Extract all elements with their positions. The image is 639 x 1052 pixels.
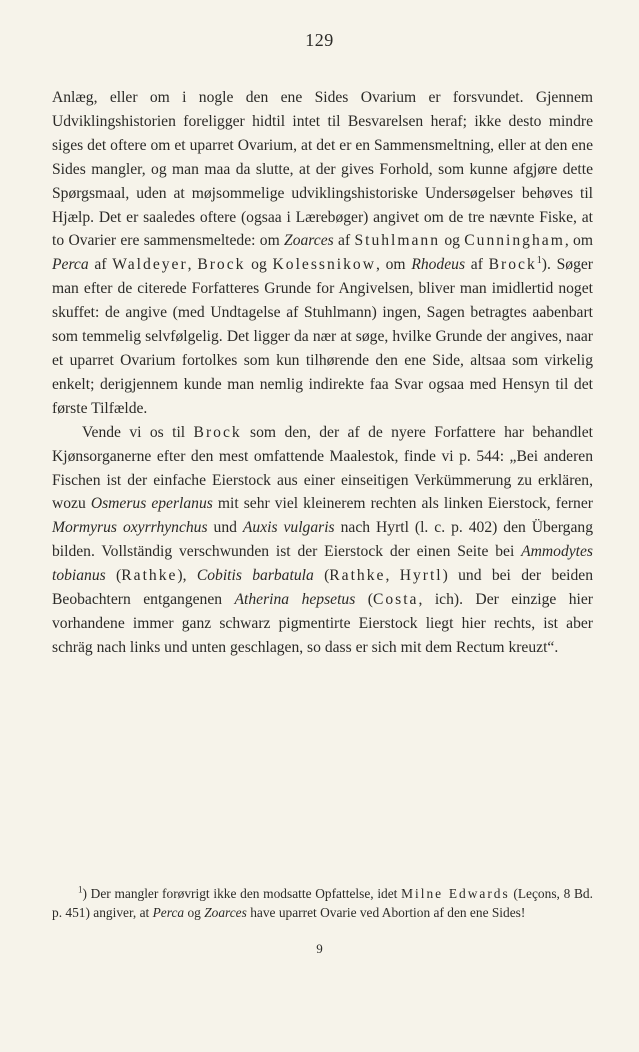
species-name: Cobitis barbatula bbox=[196, 567, 314, 585]
paragraph-2 bbox=[52, 421, 593, 660]
author-name: Cunningham bbox=[464, 232, 565, 250]
species-name: Osmerus eperlanus bbox=[90, 495, 213, 513]
footnote bbox=[52, 884, 593, 922]
author-name: Stuhlmann bbox=[354, 232, 441, 250]
text-run: og bbox=[440, 232, 465, 250]
text-run: nach Hyrtl (l. c. p. 402) den Übergang bilden. Vollständig verschwunden ist der Eierstock der einen Seite bei bbox=[52, 519, 593, 561]
author-name: Waldeyer bbox=[112, 256, 188, 274]
author-name: Costa bbox=[372, 591, 419, 609]
text-run: og bbox=[245, 256, 273, 274]
text-run: ( bbox=[313, 567, 330, 585]
body-text bbox=[52, 86, 593, 660]
text-run: , ich). Der einzige hier vorhandene immer ganz schwarz pigmentirte Eierstock liegt hier rechts, ist aber schräg nach links und unten geschlagen, so dass er sich mit dem Rectum kreuzt“. bbox=[52, 591, 594, 656]
species-name: Zoarces bbox=[284, 232, 334, 250]
signature-mark: 9 bbox=[316, 941, 323, 956]
species-name: Zoarces bbox=[204, 905, 247, 920]
author-name: Milne Edwards bbox=[401, 886, 510, 901]
text-run: , bbox=[187, 256, 198, 274]
author-name: Rathke bbox=[329, 567, 386, 585]
author-name: Brock bbox=[193, 423, 242, 441]
author-name: Rathke bbox=[121, 567, 178, 585]
text-run: ). Søger man efter de citerede Forfatteres Grunde for Angivelsen, bliver man imidlertid noget skuffet: de angive (med Undtagelse af Stuhlmann) ingen, Sagen betragtes aabenbart som temmelig selvfølgelig. Det ligger da nær at søge, hvilke Grunde der angives, naar et uparret Ovarium fortolkes som kun tilhørende den ene Side, altsaa som virkelig enkelt; derigjennem kunde man nemlig indirekte faa Svar ogsaa med Hensyn til det første Tilfælde. bbox=[52, 256, 593, 417]
species-name: Auxis vulgaris bbox=[242, 519, 335, 537]
text-run: ), bbox=[177, 567, 197, 585]
text-run: ) und bei der beiden Beobachtern entgangenen bbox=[52, 567, 594, 609]
species-name: Ammodytes tobianus bbox=[52, 543, 593, 585]
text-run: af bbox=[333, 232, 355, 250]
species-name: Atherina hepsetus bbox=[234, 591, 356, 609]
author-name: Brock bbox=[488, 256, 537, 274]
text-run: ( bbox=[105, 567, 122, 585]
text-run: (Leçons, 8 Bd. p. 451) angiver, at bbox=[52, 886, 593, 920]
footnote-number: 1 bbox=[78, 884, 83, 895]
text-run: Anlæg, eller om i nogle den ene Sides Ovarium er forsvundet. Gjennem Udviklingshistorien foreligger hidtil intet til Besvarelsen heraf; ikke desto mindre siges det oftere om et uparret Ovarium, at det er en Sammensmeltning, eller at den ene Sides mangler, og man maa da slutte, at der gives Forhold, som kunne afgjøre dette Spørgsmaal, uden at møjsommelige udviklingshistoriske Undersøgelser behøves til Hjælp. Det er saaledes oftere (ogsaa i Lærebøger) angivet om de tre nævnte Fiske, at to Ovarier ere sammensmeltede: om bbox=[52, 89, 593, 250]
species-name: Perca bbox=[152, 905, 185, 920]
species-name: Rhodeus bbox=[411, 256, 466, 274]
text-run: have uparret Ovarie ved Abortion af den ene Sides! bbox=[246, 905, 526, 920]
text-run: og bbox=[184, 905, 205, 920]
author-name: Brock bbox=[197, 256, 246, 274]
text-run: mit sehr viel kleinerem rechten als linken Eierstock, ferner bbox=[212, 495, 593, 513]
text-run: Vende vi os til bbox=[82, 423, 194, 441]
text-run: , om bbox=[375, 256, 412, 274]
page-number: 129 bbox=[305, 30, 334, 50]
species-name: Mormyrus oxyrrhynchus bbox=[52, 519, 208, 537]
footnote-marker[interactable]: 1 bbox=[536, 255, 542, 267]
text-run: , om bbox=[564, 232, 593, 250]
text-run: und bbox=[207, 519, 243, 537]
text-run: af bbox=[465, 256, 489, 274]
author-name: Kolessnikow bbox=[272, 256, 376, 274]
text-run: af bbox=[88, 256, 113, 274]
author-name: Hyrtl bbox=[399, 567, 443, 585]
paragraph-1 bbox=[52, 86, 593, 421]
text-run: , bbox=[385, 567, 400, 585]
species-name: Perca bbox=[52, 256, 89, 274]
text-run: som den, der af de nyere Forfattere har behandlet Kjønsorganerne efter den mest omfattende Maalestok, finde vi p. 544: „Bei anderen Fischen ist der einfache Eierstock aus einer einseitigen Verkümmerung zu erklären, wozu bbox=[52, 423, 593, 513]
text-run: ( bbox=[355, 591, 373, 609]
text-run: ) Der mangler forøvrigt ikke den modsatte Opfattelse, idet bbox=[82, 886, 402, 901]
